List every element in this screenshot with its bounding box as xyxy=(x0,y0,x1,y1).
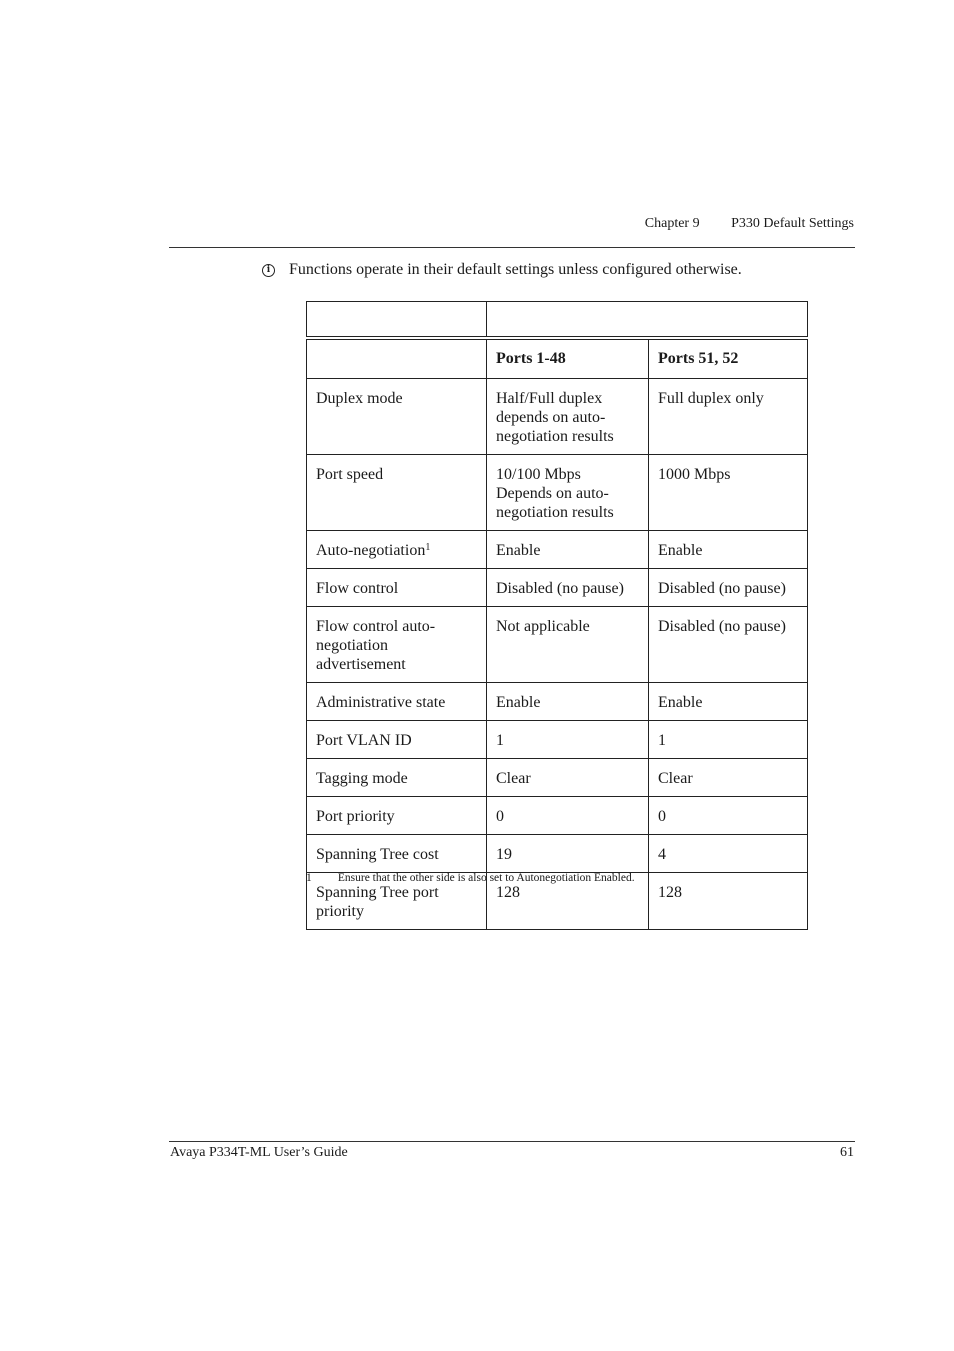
table-row xyxy=(307,683,808,721)
function-cell xyxy=(307,455,487,531)
function-label: Spanning Tree port priority xyxy=(316,884,439,920)
ports-51-52-cell: Disabled (no pause) xyxy=(649,607,808,683)
table-row xyxy=(307,835,808,873)
table-title-cell xyxy=(307,302,487,339)
function-label: Port speed xyxy=(316,466,384,483)
header-rule xyxy=(169,247,855,248)
ports-51-52-cell: Clear xyxy=(649,759,808,797)
footnote-ref: 1 xyxy=(425,542,431,553)
table-row xyxy=(307,759,808,797)
function-cell xyxy=(307,797,487,835)
function-label: Spanning Tree cost xyxy=(316,846,439,863)
ports-1-48-cell: 1 xyxy=(487,721,649,759)
ports-51-52-cell: 1 xyxy=(649,721,808,759)
footnote-text: Ensure that the other side is also set to Autonegotiation Enabled. xyxy=(337,872,635,884)
table-title-row xyxy=(307,302,808,339)
function-label: Port VLAN ID xyxy=(316,732,412,749)
ports-1-48-cell: Half/Full duplex depends on auto-negotiation results xyxy=(487,379,649,455)
ports-1-48-cell: 128 xyxy=(487,873,649,930)
note-text: Functions operate in their default settings unless configured otherwise. xyxy=(289,261,742,278)
ports-51-52-cell: 0 xyxy=(649,797,808,835)
function-cell xyxy=(307,759,487,797)
chapter-label: Chapter 9 xyxy=(644,216,700,231)
ports-51-52-cell: Disabled (no pause) xyxy=(649,569,808,607)
function-label: Auto-negotiation xyxy=(316,542,426,559)
function-label: Duplex mode xyxy=(316,390,403,407)
column-header: Ports 51, 52 xyxy=(649,338,808,379)
ports-1-48-cell: Not applicable xyxy=(487,607,649,683)
table-header-row xyxy=(307,338,808,379)
ports-1-48-cell: Enable xyxy=(487,531,649,569)
ports-1-48-cell: 10/100 Mbps Depends on auto-negotiation results xyxy=(487,455,649,531)
function-cell xyxy=(307,379,487,455)
function-label: Administrative state xyxy=(316,694,446,711)
ports-51-52-cell: 4 xyxy=(649,835,808,873)
table-row xyxy=(307,797,808,835)
footnote xyxy=(306,872,635,884)
ports-51-52-cell: 128 xyxy=(649,873,808,930)
ports-51-52-cell: Enable xyxy=(649,683,808,721)
function-label: Tagging mode xyxy=(316,770,408,787)
footnote-number: 1 xyxy=(306,872,312,884)
ports-51-52-cell: Full duplex only xyxy=(649,379,808,455)
ports-1-48-cell: 0 xyxy=(487,797,649,835)
running-header xyxy=(645,216,854,232)
function-cell xyxy=(307,569,487,607)
port-defaults-table xyxy=(306,301,808,930)
book-title: Avaya P334T-ML User’s Guide xyxy=(170,1145,348,1160)
function-cell xyxy=(307,835,487,873)
function-label: Flow control xyxy=(316,580,399,597)
ports-1-48-cell: Enable xyxy=(487,683,649,721)
function-label: Port priority xyxy=(316,808,395,825)
table-row xyxy=(307,721,808,759)
ports-51-52-cell: 1000 Mbps xyxy=(649,455,808,531)
table-row xyxy=(307,569,808,607)
table-row xyxy=(307,607,808,683)
footer-rule xyxy=(169,1141,855,1142)
column-header: Ports 1-48 xyxy=(487,338,649,379)
section-title: P330 Default Settings xyxy=(731,216,854,231)
function-cell xyxy=(307,683,487,721)
function-cell xyxy=(307,607,487,683)
ports-1-48-cell: 19 xyxy=(487,835,649,873)
ports-51-52-cell: Enable xyxy=(649,531,808,569)
info-icon: i xyxy=(262,264,275,277)
function-cell xyxy=(307,531,487,569)
table-row xyxy=(307,455,808,531)
table-row xyxy=(307,379,808,455)
ports-1-48-cell: Clear xyxy=(487,759,649,797)
page-number: 61 xyxy=(840,1145,854,1160)
column-header xyxy=(307,338,487,379)
table-title-cell xyxy=(487,302,808,339)
table-row xyxy=(307,531,808,569)
function-cell xyxy=(307,721,487,759)
note xyxy=(262,261,742,279)
function-label: Flow control auto-negotiation advertisement xyxy=(316,618,436,673)
ports-1-48-cell: Disabled (no pause) xyxy=(487,569,649,607)
